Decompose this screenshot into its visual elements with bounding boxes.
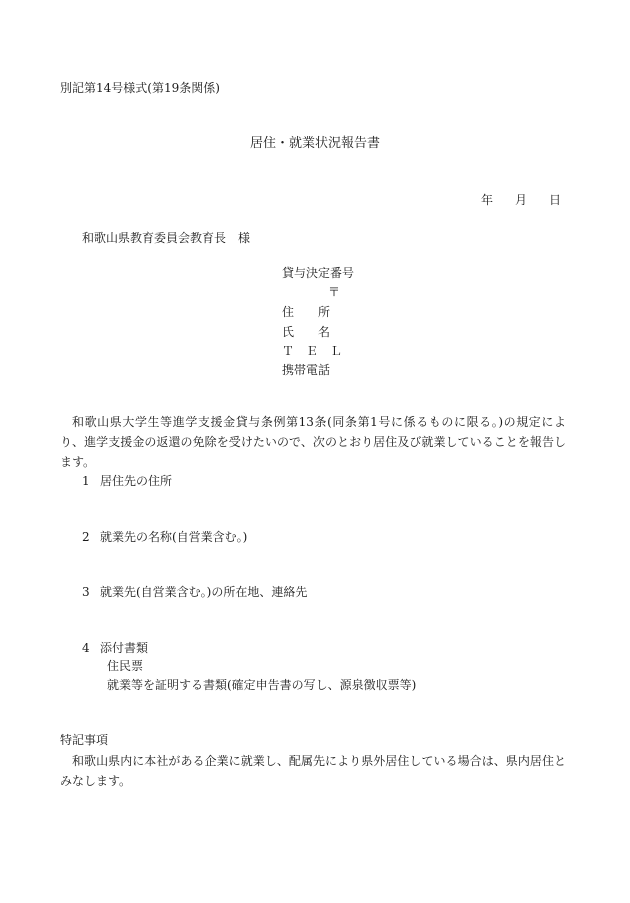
address-label: 住 所 <box>282 305 331 319</box>
item-employer-location <box>82 585 307 599</box>
item-label: 居住先の住所 <box>100 474 173 488</box>
item-label: 添付書類 <box>100 641 149 655</box>
postal-mark: 〒 <box>328 285 341 299</box>
document-title: 居住・就業状況報告書 <box>249 136 380 151</box>
attachment-employment-proof: 就業等を証明する書類(確定申告書の写し、源泉徴収票等) <box>107 678 417 692</box>
attachment-resident-certificate: 住民票 <box>107 659 144 673</box>
mobile-label: 携帯電話 <box>282 363 331 377</box>
item-number: 1 <box>82 474 90 488</box>
date-day-label: 日 <box>549 193 562 207</box>
notes-text: 和歌山県内に本社がある企業に就業し、配属先により県外居住している場合は、県内居住とみなします。 <box>60 754 566 788</box>
item-attachments <box>82 641 148 655</box>
item-number: 3 <box>82 585 90 599</box>
loan-number-label: 貸与決定番号 <box>282 266 355 280</box>
item-number: 4 <box>82 641 90 655</box>
item-employer-name <box>82 530 247 544</box>
date-line <box>481 193 561 207</box>
body-text: 和歌山県大学生等進学支援金貸与条例第13条(同条第1号に係るものに限る。)の規定により、進学支援金の返還の免除を受けたいので、次のとおり居住及び就業していることを報告します。 <box>60 415 566 469</box>
item-label: 就業先の名称(自営業含む。) <box>100 530 248 544</box>
item-number: 2 <box>82 530 90 544</box>
tel-label: Ｔ Ｅ Ｌ <box>282 344 343 358</box>
item-label: 就業先(自営業含む。)の所在地、連絡先 <box>100 585 308 599</box>
item-residence-address <box>82 474 172 488</box>
notes-title: 特記事項 <box>60 733 109 747</box>
date-year-label: 年 <box>481 193 494 207</box>
form-label: 別記第14号様式(第19条関係) <box>60 81 220 95</box>
name-label: 氏 名 <box>282 325 331 339</box>
date-month-label: 月 <box>515 193 528 207</box>
addressee: 和歌山県教育委員会教育長 様 <box>82 231 251 245</box>
